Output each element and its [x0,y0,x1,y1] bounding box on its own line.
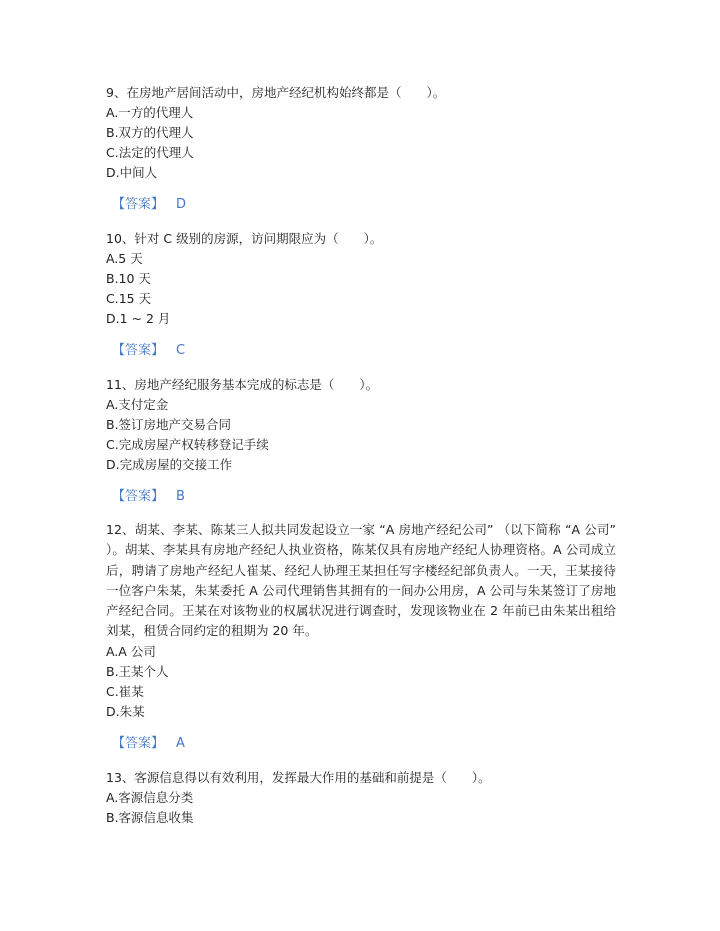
answer-label: 【答案】 [112,197,165,212]
question-13-option-a: A.客源信息分类 [106,790,194,805]
question-12-option-a: A.A 公司 [106,644,156,659]
question-13-stem: 13、客源信息得以有效利用，发挥最大作用的基础和前提是（ ）。 [106,770,491,785]
question-12-option-b: B.王某个人 [106,664,169,679]
question-10-option-a: A.5 天 [106,251,143,266]
question-12-option-d: D.朱某 [106,704,145,719]
answer-value: A [176,736,185,751]
question-11-option-a: A.支付定金 [106,397,169,412]
question-12-stem: 12、胡某、李某、陈某三人拟共同发起设立一家 “A 房地产经纪公司” （以下简称 “A 公司” ）。胡某、李某具有房地产经纪人执业资格，陈某仅具有房地产经纪人协理资格。A 公司成立后，聘请了房地产经纪人崔某、经纪人协理王某担任写字楼经纪部负责人。一天，王某接待一位客户朱某，朱某委托 A 公司代理销售其拥有的一间办公用房，A 公司与朱某签订了房地产经纪合同。王某在对该物业的权属状况进行调查时，发现该物业在 2 年前已由朱某出租给刘某，租赁合同约定的租期为 20 年。 [106,522,616,639]
answer-label: 【答案】 [112,343,165,358]
question-10-option-d: D.1 ~ 2 月 [106,311,171,326]
answer-label: 【答案】 [112,489,165,504]
question-11-option-d: D.完成房屋的交接工作 [106,457,233,472]
question-9-option-a: A.一方的代理人 [106,105,194,120]
question-11-stem: 11、房地产经纪服务基本完成的标志是（ ）。 [106,377,379,392]
question-12-option-c: C.崔某 [106,684,144,699]
question-13-option-b: B.客源信息收集 [106,810,194,825]
question-12-answer [112,736,185,752]
question-11-option-b: B.签订房地产交易合同 [106,417,232,432]
question-9-answer [112,197,186,213]
answer-value: C [176,343,186,358]
question-11-option-c: C.完成房屋产权转移登记手续 [106,437,269,452]
question-10-stem: 10、针对 C 级别的房源，访问期限应为（ ）。 [106,231,383,246]
question-9-stem: 9、在房地产居间活动中，房地产经纪机构始终都是（ ）。 [106,85,446,100]
question-10-answer [112,343,185,359]
question-10-option-c: C.15 天 [106,291,152,306]
question-9-option-c: C.法定的代理人 [106,145,194,160]
answer-value: D [176,197,187,212]
question-9-option-d: D.中间人 [106,165,158,180]
question-11-answer [112,489,185,505]
answer-value: B [176,489,185,504]
question-10-option-b: B.10 天 [106,271,151,286]
question-9-option-b: B.双方的代理人 [106,125,194,140]
answer-label: 【答案】 [112,736,165,751]
